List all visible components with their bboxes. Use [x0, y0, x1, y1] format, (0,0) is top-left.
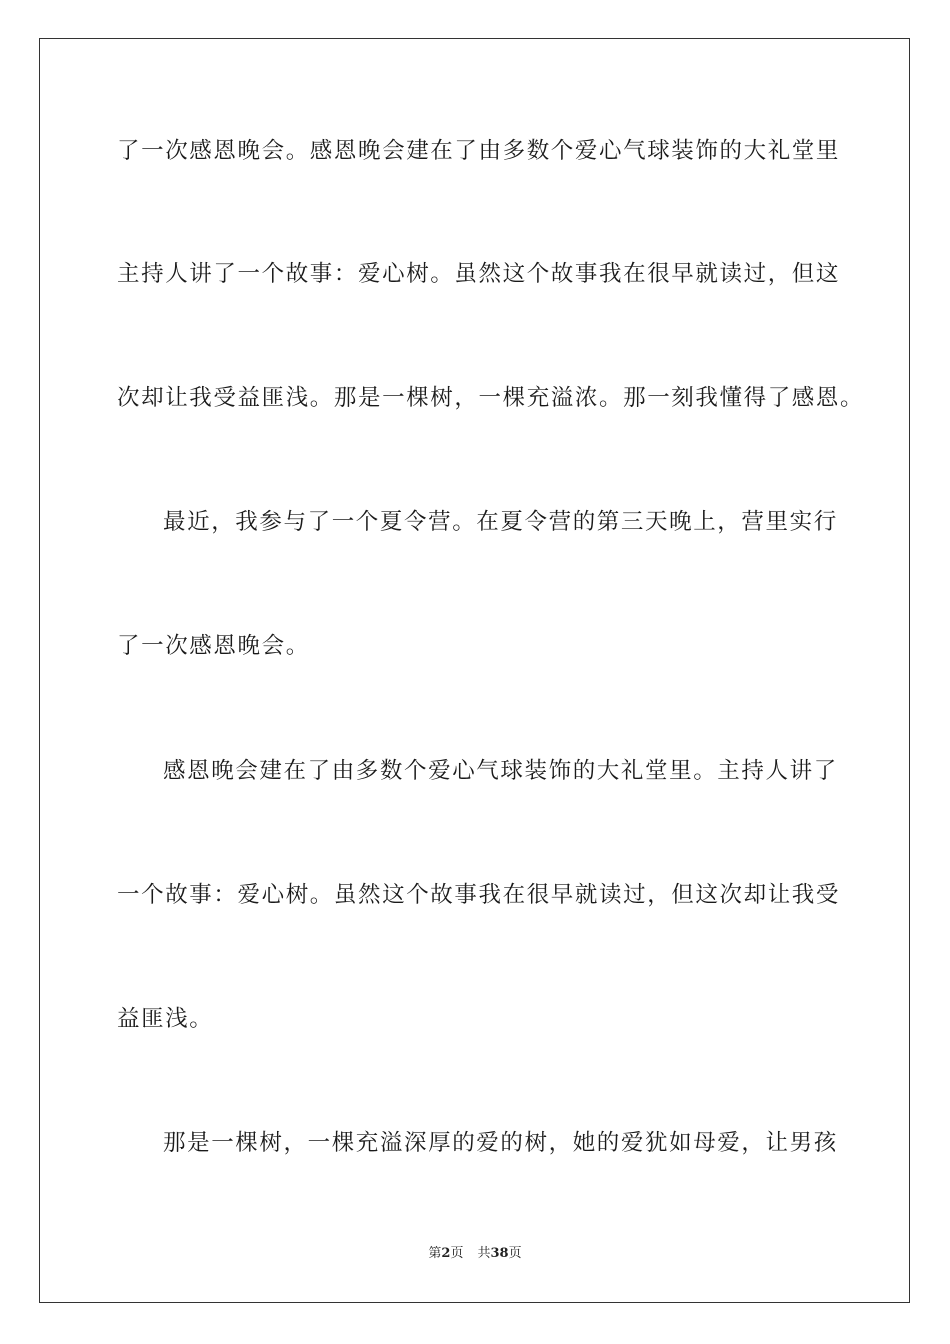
page-number: 2 — [441, 1246, 451, 1261]
page-prefix: 第 — [428, 1246, 442, 1261]
total-prefix: 共 — [477, 1246, 491, 1261]
text-line: 了一次感恩晚会。感恩晚会建在了由多数个爱心气球装饰的大礼堂里 — [117, 138, 841, 164]
page-border — [39, 38, 910, 1303]
text-line: 次却让我受益匪浅。那是一棵树，一棵充溢浓。那一刻我懂得了感恩。 — [117, 385, 865, 411]
total-suffix: 页 — [508, 1246, 522, 1261]
text-line: 主持人讲了一个故事：爱心树。虽然这个故事我在很早就读过，但这 — [117, 261, 841, 287]
text-line: 益匪浅。 — [117, 1006, 214, 1032]
paragraph-first-line: 那是一棵树，一棵充溢深厚的爱的树，她的爱犹如母爱，让男孩 — [163, 1130, 838, 1156]
paragraph-first-line: 最近，我参与了一个夏令营。在夏令营的第三天晚上，营里实行 — [163, 509, 838, 535]
text-line: 一个故事：爱心树。虽然这个故事我在很早就读过，但这次却让我受 — [117, 882, 841, 908]
paragraph-first-line: 感恩晚会建在了由多数个爱心气球装饰的大礼堂里。主持人讲了 — [163, 758, 838, 784]
total-pages: 38 — [490, 1246, 509, 1261]
text-line: 了一次感恩晚会。 — [117, 633, 310, 659]
page-footer — [0, 1245, 950, 1263]
page-suffix: 页 — [450, 1246, 464, 1261]
